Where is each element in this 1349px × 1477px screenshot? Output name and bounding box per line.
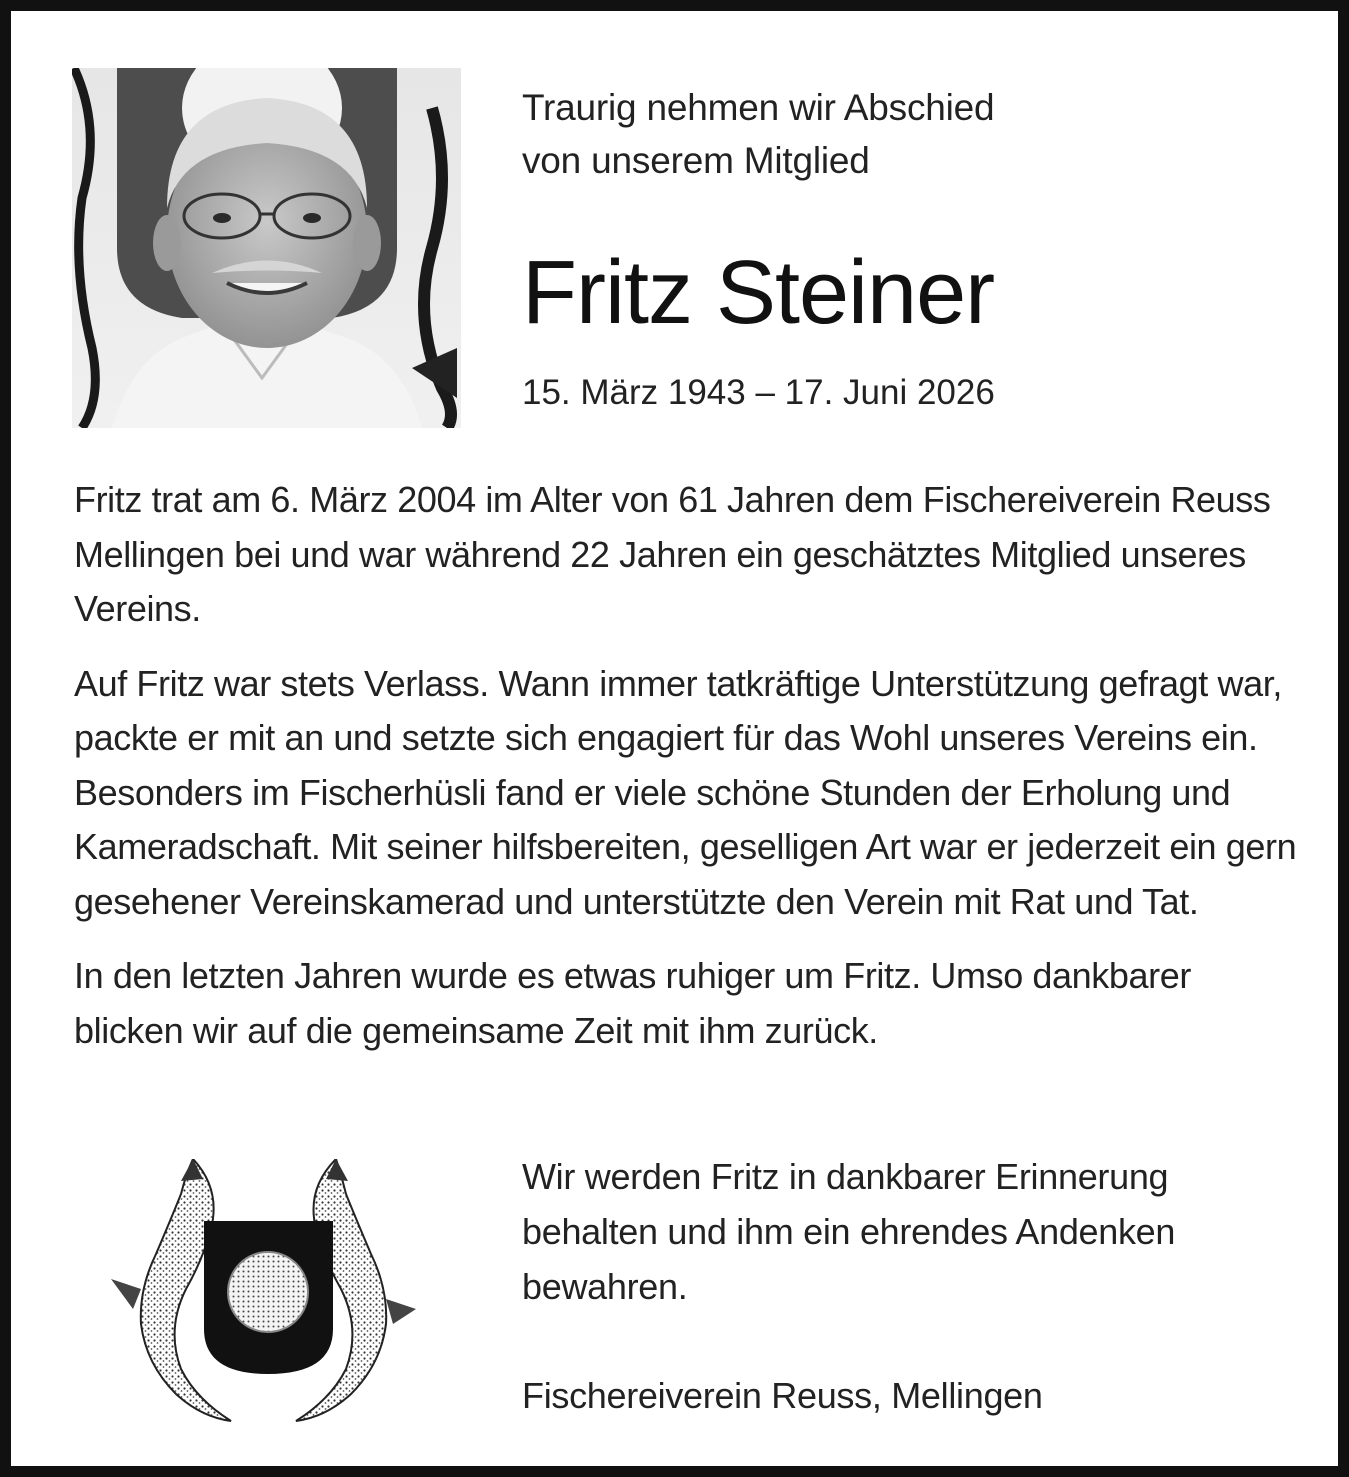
portrait-photo <box>72 68 461 428</box>
deceased-name: Fritz Steiner <box>522 243 995 343</box>
obituary-body <box>74 473 1304 1078</box>
closing-line-3: bewahren. <box>522 1266 688 1307</box>
intro-line-2: von unserem Mitglied <box>522 140 870 181</box>
closing-text <box>522 1149 1175 1314</box>
intro-line-1: Traurig nehmen wir Abschied <box>522 87 995 128</box>
club-signature: Fischereiverein Reuss, Mellingen <box>522 1375 1043 1416</box>
closing-line-2: behalten und ihm ein ehrendes Andenken <box>522 1211 1176 1252</box>
intro-text <box>522 81 994 187</box>
club-emblem-icon <box>111 1159 421 1427</box>
life-dates: 15. März 1943 – 17. Juni 2026 <box>522 373 995 412</box>
body-paragraph-1: Fritz trat am 6. März 2004 im Alter von 61 Jahren dem Fischereiverein Reuss Mellingen bei und war während 22 Jahren ein geschätztes Mitglied unseres Vereins. <box>74 479 1271 629</box>
body-paragraph-3: In den letzten Jahren wurde es etwas ruhiger um Fritz. Umso dankbarer blicken wir auf die gemeinsame Zeit mit ihm zurück. <box>74 955 1191 1051</box>
body-paragraph-2: Auf Fritz war stets Verlass. Wann immer tatkräftige Unterstützung gefragt war, packte er mit an und setzte sich engagiert für das Wohl unseres Vereins ein. Besonders im Fischerhüsli fand er viele schöne Stunden der Erholung und Kameradschaft. Mit seiner hilfsbereiten, geselligen Art war er jederzeit ein gern gesehener Vereinskamerad und unterstützte den Verein mit Rat und Tat. <box>74 662 1297 922</box>
closing-line-1: Wir werden Fritz in dankbarer Erinnerung <box>522 1156 1169 1197</box>
